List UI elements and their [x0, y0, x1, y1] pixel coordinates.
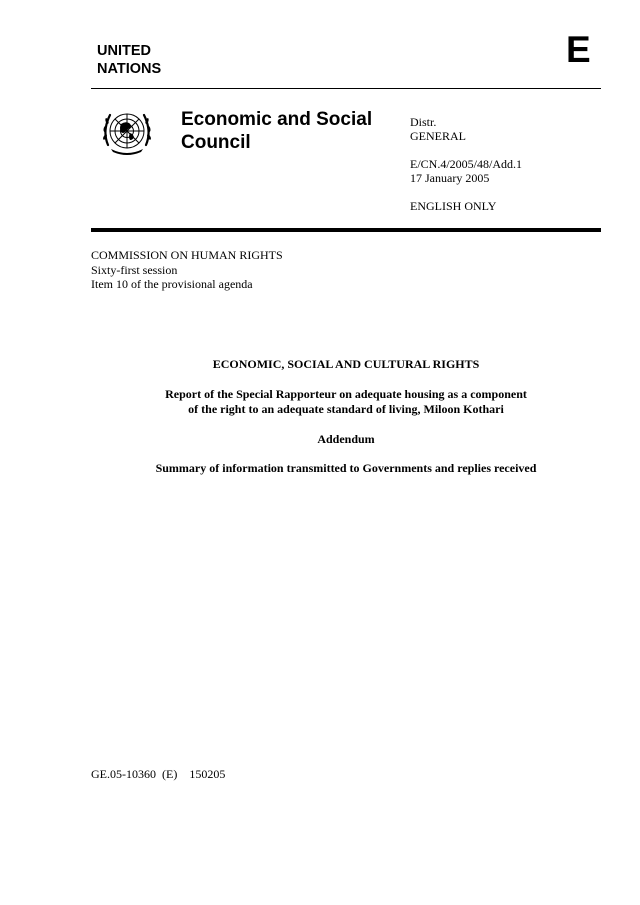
document-meta	[410, 115, 522, 213]
document-language: ENGLISH ONLY	[410, 199, 497, 213]
document-symbol: E/CN.4/2005/48/Add.1	[410, 157, 523, 171]
document-headings	[91, 357, 601, 476]
distribution-value: GENERAL	[410, 129, 466, 143]
job-number: GE.05-10360 (E) 150205	[91, 767, 226, 781]
report-title-line1: Report of the Special Rapporteur on adequate housing as a component	[165, 387, 527, 401]
masthead-divider	[91, 228, 601, 232]
council-title-line1: Economic and Social	[181, 109, 373, 130]
un-emblem-icon	[97, 105, 157, 161]
header-divider	[91, 88, 601, 89]
commission-agenda: Item 10 of the provisional agenda	[91, 277, 253, 291]
addendum-heading: Addendum	[317, 432, 375, 446]
document-date: 17 January 2005	[410, 171, 490, 185]
commission-block	[91, 248, 283, 292]
report-title-line2: of the right to an adequate standard of living, Miloon Kothari	[188, 402, 504, 416]
council-title	[181, 108, 372, 154]
language-code: E	[566, 29, 591, 70]
distr-label: Distr.	[410, 115, 437, 129]
council-title-line2: Council	[181, 132, 251, 153]
org-name-line1: UNITED	[97, 43, 151, 59]
commission-name: COMMISSION ON HUMAN RIGHTS	[91, 248, 283, 262]
org-name	[97, 42, 161, 78]
main-heading: ECONOMIC, SOCIAL AND CULTURAL RIGHTS	[212, 357, 480, 371]
org-name-line2: NATIONS	[97, 61, 162, 77]
summary-heading: Summary of information transmitted to Governments and replies received	[155, 461, 537, 475]
commission-session: Sixty-first session	[91, 262, 178, 277]
